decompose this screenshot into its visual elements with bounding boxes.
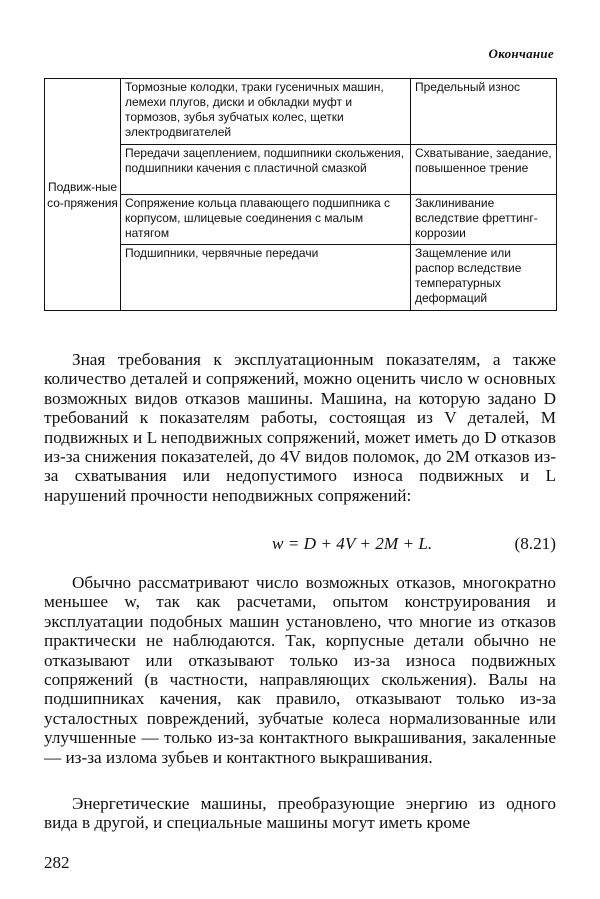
equation-number: (8.21) — [514, 534, 556, 553]
group-label-cell: Подвиж-ные со-пряжения — [45, 79, 121, 311]
paragraph-text: Зная требования к эксплуатационным показателям, а также количество деталей и сопряжений, можно оценить число w основных возможных видов отказов машины. Машина, на которую задано D требований к показателям работы, состоящая из V деталей, M подвижных и L неподвижных сопряжений, может иметь до D отказов из-за снижения показателей, до 4V видов поломок, до 2M отказов из-за схватывания или недопустимого износа подвижных и L нарушений прочности неподвижных сопряжений: — [44, 350, 556, 505]
page-number: 282 — [44, 853, 70, 872]
parts-cell: Сопряжение кольца плавающего подшипника с корпусом, шлицевые соединения с малым натягом — [121, 195, 411, 245]
table-row — [45, 195, 557, 245]
parts-cell: Тормозные колодки, траки гусеничных машин, лемехи плугов, диски и обкладки муфт и тормозов, зубья зубчатых колес, щетки электродвигателей — [121, 79, 411, 145]
failure-cell: Заклинивание вследствие фреттинг-коррозии — [411, 195, 557, 245]
paragraph-failures — [44, 573, 556, 767]
failure-cell: Предельный износ — [411, 79, 557, 145]
failure-cell: Защемление или распор вследствие температурных деформаций — [411, 245, 557, 311]
table-row — [45, 145, 557, 195]
table-row — [45, 245, 557, 311]
running-head: Окончание — [488, 46, 554, 61]
equation: w = D + 4V + 2M + L. — [272, 534, 433, 553]
table-row — [45, 79, 557, 145]
failure-cell: Схватывание, заедание, повышенное трение — [411, 145, 557, 195]
paragraph-energy-machines — [44, 794, 556, 833]
failure-table — [44, 78, 557, 311]
parts-cell: Подшипники, червячные передачи — [121, 245, 411, 311]
paragraph-text: Энергетические машины, преобразующие энергию из одного вида в другой, и специальные машины могут иметь кроме — [44, 794, 556, 833]
paragraph-requirements — [44, 350, 556, 505]
parts-cell: Передачи зацеплением, подшипники скольжения, подшипники качения с пластичной смазкой — [121, 145, 411, 195]
equation-row — [44, 534, 556, 558]
paragraph-text: Обычно рассматривают число возможных отказов, многократно меньшее w, так как расчетами, опытом конструирования и эксплуатации подобных машин установлено, что многие из отказов практически не наблюдаются. Так, корпусные детали обычно не отказывают или отказывают только из-за износа подвижных сопряжений (в частности, направляющих скольжения). Валы на подшипниках качения, как правило, отказывают только из-за усталостных повреждений, зубчатые колеса нормализованные или улучшенные — только из-за контактного выкрашивания, закаленные — из-за излома зубьев и контактного выкрашивания. — [44, 573, 556, 767]
